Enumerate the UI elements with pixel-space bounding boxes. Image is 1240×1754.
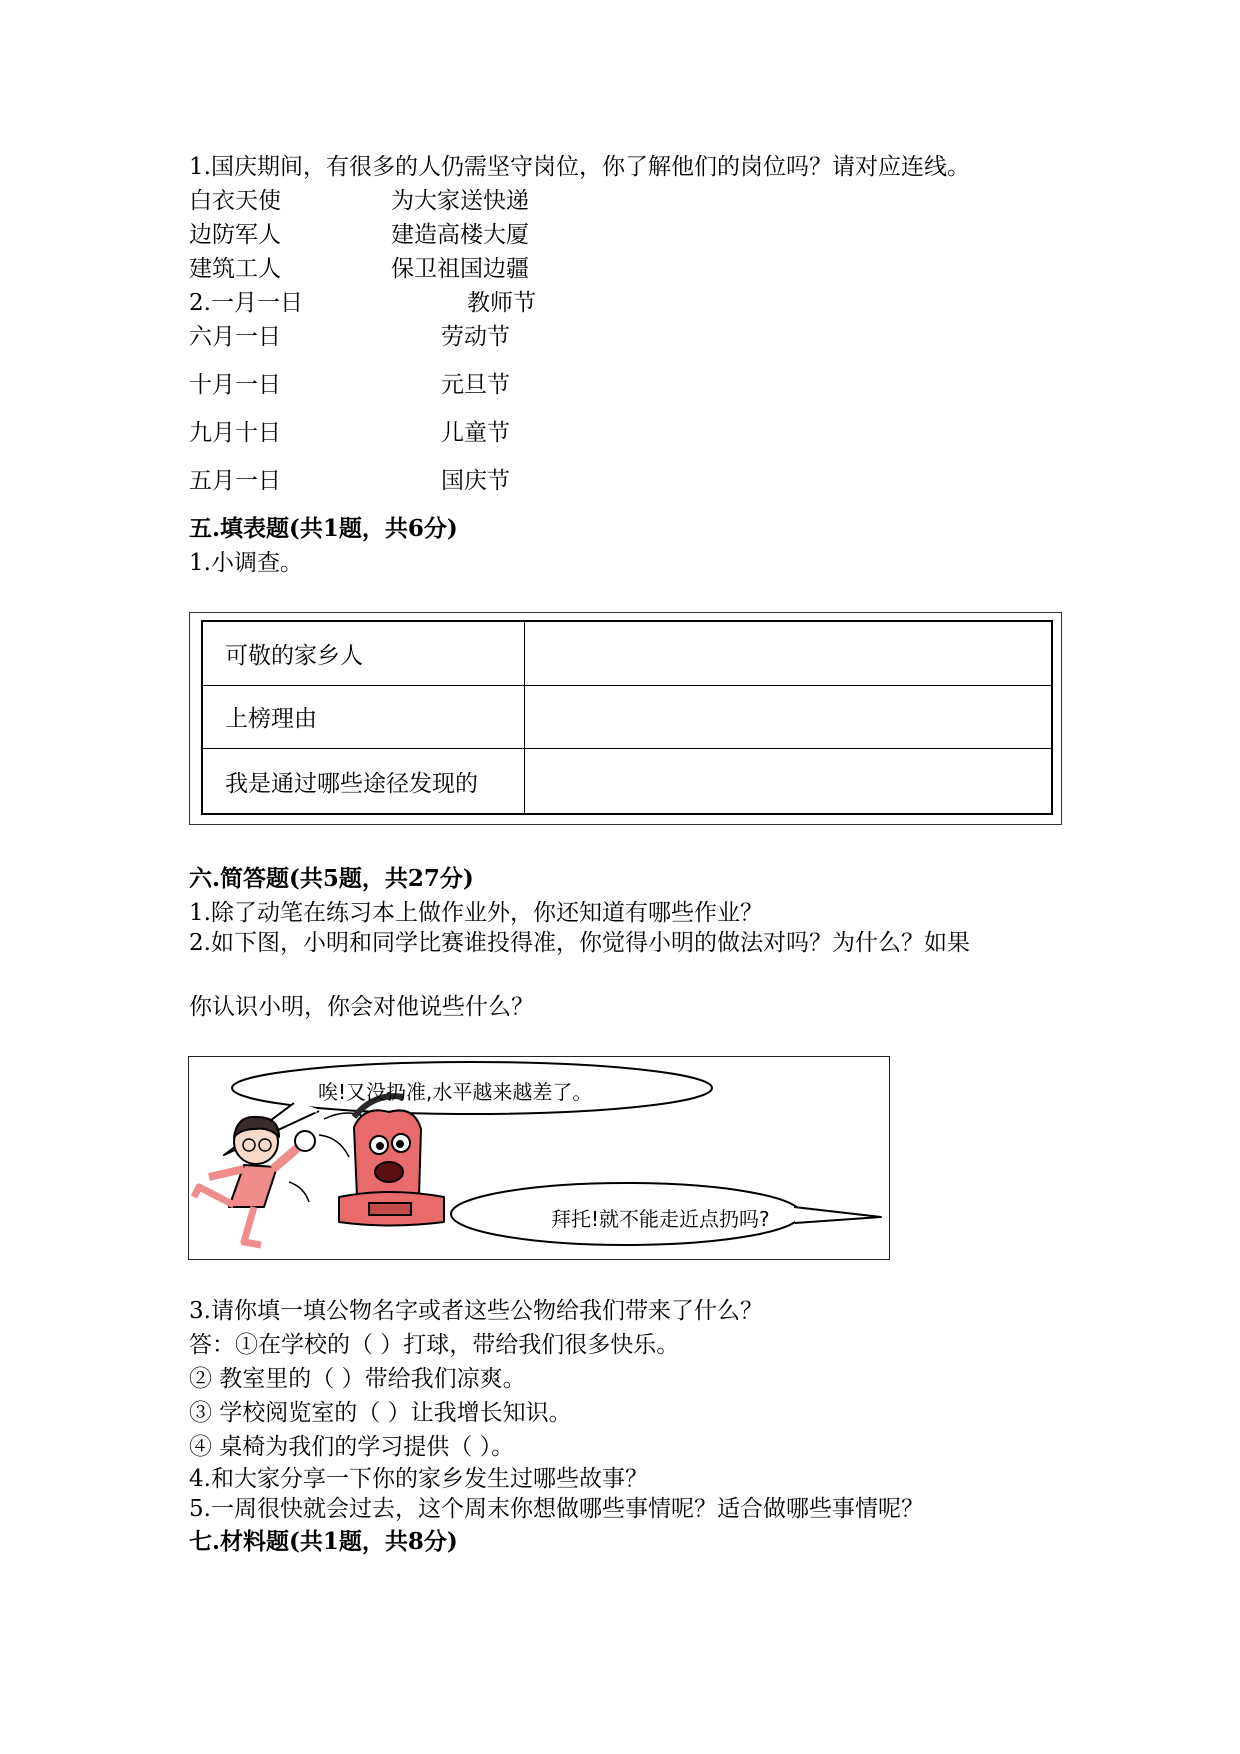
- section-heading: 六.简答题(共5题，共27分): [189, 865, 474, 892]
- question-text: 你认识小明，你会对他说些什么？: [189, 994, 534, 1020]
- match-left-item: 边防军人: [189, 222, 281, 248]
- match-left-item: 六月一日: [189, 324, 281, 350]
- comic-illustration: [188, 1056, 890, 1260]
- answer-cell[interactable]: [525, 749, 1051, 813]
- match-right-item: 保卫祖国边疆: [391, 256, 529, 282]
- speech-text: 拜托!就不能走近点扔吗?: [551, 1207, 770, 1231]
- question-text: 3.请你填一填公物名字或者这些公物给我们带来了什么？: [189, 1298, 763, 1324]
- match-right-item: 国庆节: [441, 468, 510, 494]
- match-left-item: 五月一日: [189, 468, 281, 494]
- section-heading: 七.材料题(共1题，共8分): [189, 1528, 458, 1555]
- answer-line: ② 教室里的（ ）带给我们凉爽。: [189, 1366, 526, 1392]
- match-right-item: 建造高楼大厦: [391, 222, 529, 248]
- table-row-label: 可敬的家乡人: [203, 622, 525, 686]
- match-left-item: 九月十日: [189, 420, 281, 446]
- question-text: 4.和大家分享一下你的家乡发生过哪些故事？: [189, 1466, 648, 1492]
- answer-line: ④ 桌椅为我们的学习提供（ ）。: [189, 1434, 515, 1460]
- question-text: 1.国庆期间，有很多的人仍需坚守岗位，你了解他们的岗位吗？请对应连线。: [189, 154, 970, 180]
- survey-table: [201, 620, 1053, 815]
- survey-table-frame: [189, 612, 1062, 825]
- table-row-label: 我是通过哪些途径发现的: [203, 749, 525, 813]
- answer-cell[interactable]: [525, 622, 1051, 686]
- question-text: 5.一周很快就会过去，这个周末你想做哪些事情呢？适合做哪些事情呢？: [189, 1496, 924, 1522]
- match-left-item: 白衣天使: [189, 188, 281, 214]
- match-right-item: 儿童节: [441, 420, 510, 446]
- match-left-item: 十月一日: [189, 372, 281, 398]
- boy-figure: [194, 1117, 315, 1245]
- table-row-label: 上榜理由: [203, 686, 525, 750]
- match-right-item: 为大家送快递: [391, 188, 529, 214]
- match-right-item: 劳动节: [441, 324, 510, 350]
- question-text: 1.除了动笔在练习本上做作业外，你还知道有哪些作业？: [189, 900, 763, 926]
- speech-text: 唉!又没扔准,水平越来越差了。: [318, 1080, 593, 1104]
- match-right-item: 教师节: [467, 290, 536, 316]
- match-left-item: 建筑工人: [189, 256, 281, 282]
- trash-bin-character: [339, 1096, 444, 1225]
- match-right-item: 元旦节: [441, 372, 510, 398]
- answer-cell[interactable]: [525, 686, 1051, 750]
- question-text: 1.小调查。: [189, 550, 303, 576]
- section-heading: 五.填表题(共1题，共6分): [189, 515, 458, 542]
- answer-line: ③ 学校阅览室的（ ）让我增长知识。: [189, 1400, 572, 1426]
- answer-line: 答：①在学校的（ ）打球，带给我们很多快乐。: [189, 1332, 680, 1358]
- match-left-item: 2.一月一日: [189, 290, 303, 316]
- question-text: 2.如下图，小明和同学比赛谁投得准，你觉得小明的做法对吗？为什么？如果: [189, 930, 970, 956]
